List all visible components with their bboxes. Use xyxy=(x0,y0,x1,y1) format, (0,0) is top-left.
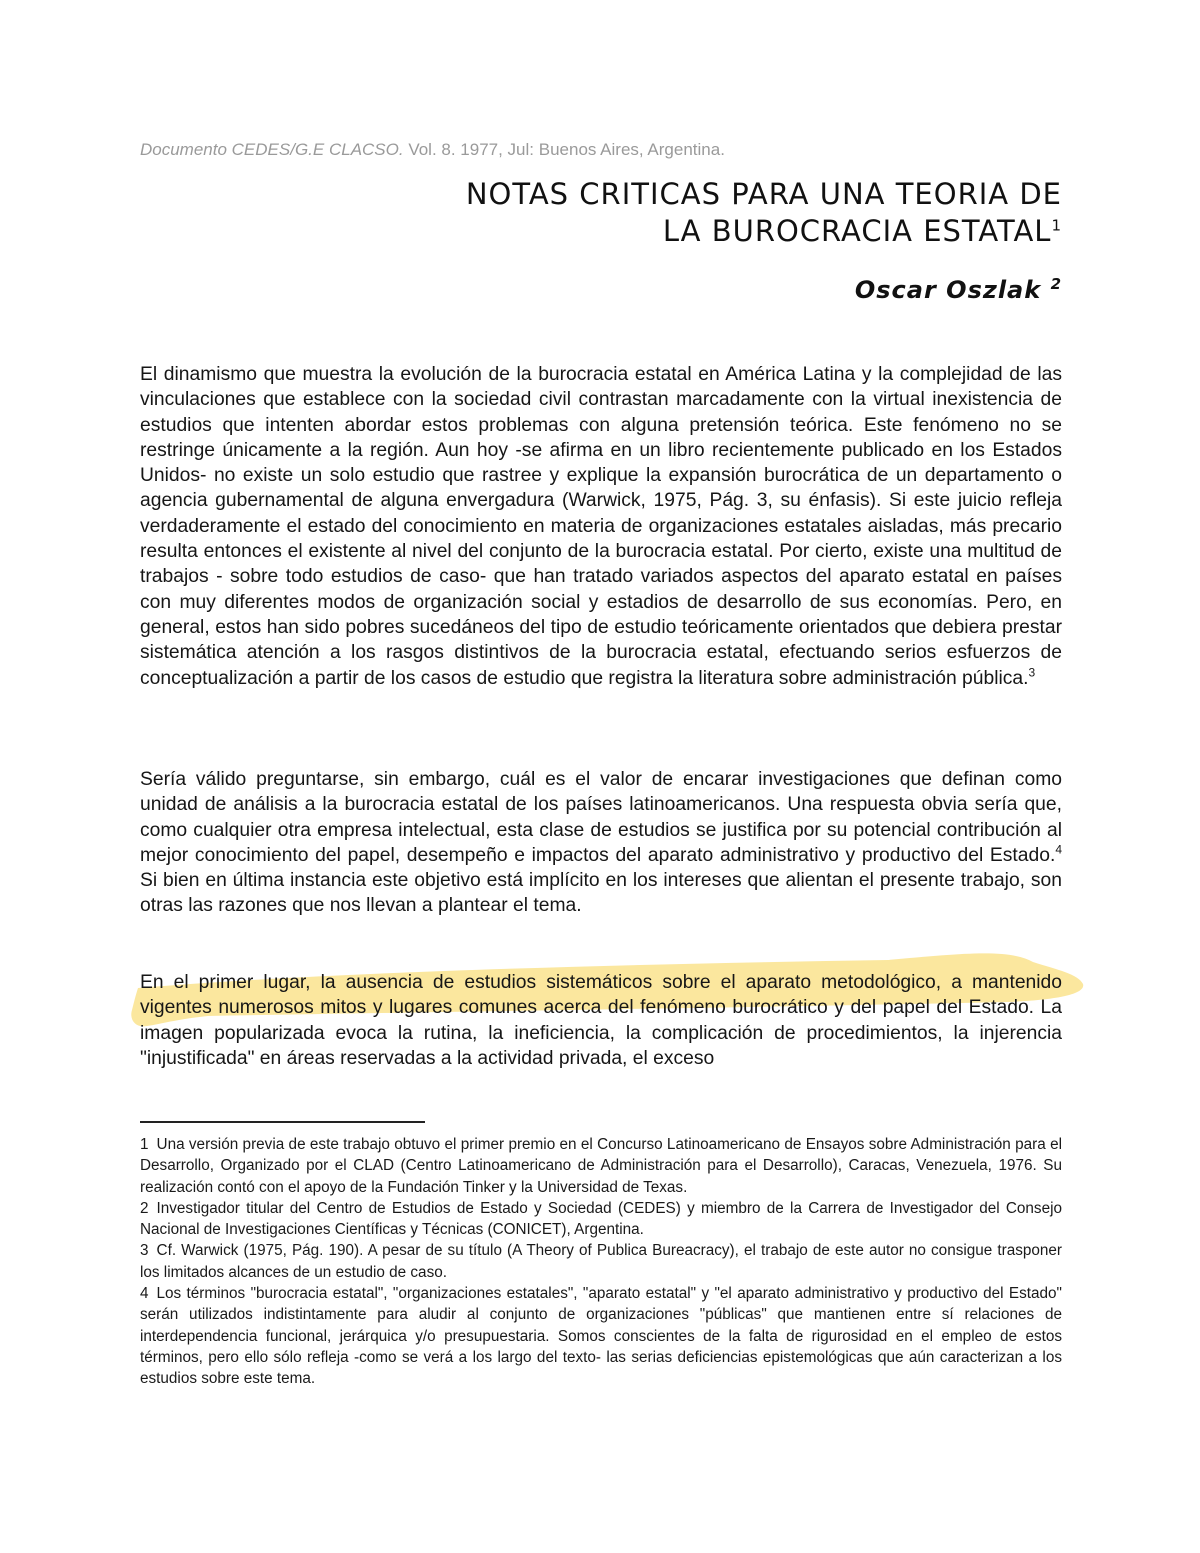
paragraph-2-text-before: Sería válido preguntarse, sin embargo, cuál es el valor de encarar investigaciones que definan como unidad de análisis a la burocracia estatal de los países latinoamericanos. Una respuesta obvia sería que, como cualquier otra empresa intelectual, esta clase de estudios se justifica por su potencial contribución al mejor conocimiento del papel, desempeño e impactos del aparato administrativo y productivo del Estado. xyxy=(140,769,1062,866)
footnote-ref-4[interactable]: 4 xyxy=(1055,842,1062,857)
author-name-text: Oscar Oszlak xyxy=(854,276,1042,304)
document-title xyxy=(466,176,1062,250)
paragraph-2-text-after: Si bien en última instancia este objetivo está implícito en los intereses que alientan el presente trabajo, son otras las razones que nos llevan a plantear el tema. xyxy=(140,870,1062,917)
title-line-2 xyxy=(466,213,1062,250)
footnote-text: Una versión previa de este trabajo obtuvo el primer premio en el Concurso Latinoamericano de Ensayos sobre Administración para el Desarrollo, Organizado por el CLAD (Centro Latinoamericano de Administración para el Desarrollo), Caracas, Venezuela, 1976. Su realización contó con el apoyo de la Fundación Tinker y la Universidad de Texas. xyxy=(140,1136,1062,1196)
body-paragraph-1 xyxy=(140,362,1062,691)
author-footnote-ref[interactable]: 2 xyxy=(1050,275,1062,293)
body-paragraph-3 xyxy=(140,970,1062,1071)
footnote-ref-3[interactable]: 3 xyxy=(1028,665,1036,680)
footnote-number: 2 xyxy=(140,1199,149,1217)
title-footnote-ref[interactable]: 1 xyxy=(1051,216,1062,235)
author-name xyxy=(855,276,1062,304)
paragraph-3-text: En el primer lugar, la ausencia de estudios sistemáticos sobre el aparato metodológico, a mantenido vigentes numerosos mitos y lugares comunes acerca del fenómeno burocrático y del papel del Estado. La imagen popularizada evoca la rutina, la ineficiencia, la complicación de procedimientos, la injerencia "injustificada" en áreas reservadas a la actividad privada, el exceso xyxy=(140,972,1062,1069)
source-details: Vol. 8. 1977, Jul: Buenos Aires, Argentina. xyxy=(403,140,725,159)
footnote-text: Cf. Warwick (1975, Pág. 190). A pesar de su título (A Theory of Publica Bureacracy), el trabajo de este autor no consigue trasponer los limitados alcances de un estudio de caso. xyxy=(140,1242,1062,1281)
source-journal: Documento CEDES/G.E CLACSO. xyxy=(140,140,404,159)
footnote-number: 3 xyxy=(140,1242,149,1260)
footnote-4 xyxy=(140,1283,1062,1389)
title-line-2-text: LA BUROCRACIA ESTATAL xyxy=(662,214,1052,248)
paragraph-1-text: El dinamismo que muestra la evolución de la burocracia estatal en América Latina y la complejidad de las vinculaciones que establece con la sociedad civil contrastan marcadamente con la virtual inexistencia de estudios que intenten abordar estos problemas con alguna pretensión teórica. Este fenómeno no se restringe únicamente a la región. Aun hoy -se afirma en un libro recientemente publicado en los Estados Unidos- no existe un solo estudio que rastree y explique la expansión burocrática de un departamento o agencia gubernamental de alguna envergadura (Warwick, 1975, Pág. 3, su énfasis). Si este juicio refleja verdaderamente el estado del conocimiento en materia de organizaciones estatales aisladas, más precario resulta entonces el existente al nivel del conjunto de la burocracia estatal. Por cierto, existe una multitud de trabajos - sobre todo estudios de caso- que han tratado variados aspectos del aparato estatal en países con muy diferentes modos de organización social y estadios de desarrollo de sus economías. Pero, en general, estos han sido pobres sucedáneos del tipo de estudio teóricamente orientados que debiera prestar sistemática atención a los rasgos distintivos de la burocracia estatal, efectuando serios esfuerzos de conceptualización a partir de los casos de estudio que registra la literatura sobre administración pública. xyxy=(140,364,1062,689)
body-paragraph-2 xyxy=(140,767,1062,919)
source-citation xyxy=(140,140,725,160)
footnote-separator xyxy=(140,1121,425,1123)
footnote-3 xyxy=(140,1240,1062,1283)
footnote-2 xyxy=(140,1198,1062,1241)
footnote-number: 4 xyxy=(140,1285,149,1303)
title-line-1: NOTAS CRITICAS PARA UNA TEORIA DE xyxy=(465,177,1062,211)
footnote-text: Los términos "burocracia estatal", "organizaciones estatales", "aparato estatal" y "el aparato administrativo y productivo del Estado" serán utilizados indistintamente para aludir al conjunto de organizaciones "públicas" que mantienen entre sí relaciones de interdependencia funcional, jerárquica y/o presupuestaria. Somos conscientes de la falta de rigurosidad en el empleo de estos términos, pero ello sólo refleja -como se verá a los largo del texto- las serias deficiencias epistemológicas que aún caracterizan a los estudios sobre este tema. xyxy=(140,1285,1062,1388)
footnotes xyxy=(140,1134,1062,1390)
footnote-1 xyxy=(140,1134,1062,1198)
footnote-number: 1 xyxy=(140,1136,149,1153)
footnote-text: Investigador titular del Centro de Estudios de Estado y Sociedad (CEDES) y miembro de la Carrera de Investigador del Consejo Nacional de Investigaciones Científicas y Técnicas (CONICET), Argentina. xyxy=(140,1199,1062,1239)
